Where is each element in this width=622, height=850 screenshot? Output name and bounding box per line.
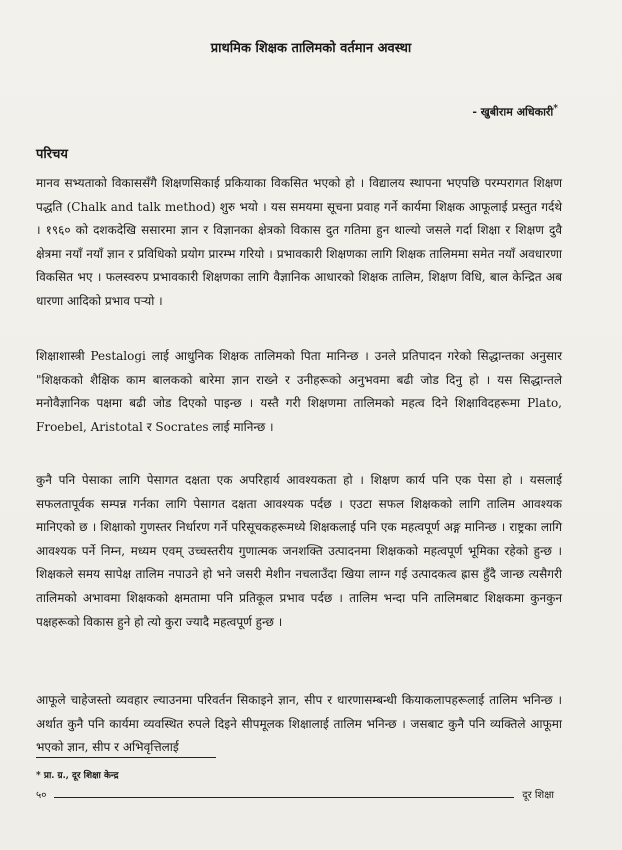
section-heading: परिचय — [36, 147, 68, 162]
paragraph-3: कुनै पनि पेसाका लागि पेसागत दक्षता एक अपरिहार्य आवश्यकता हो । शिक्षण कार्य पनि एक पेसा हो । यसलाई सफलतापूर्वक सम्पन्न गर्नका लागि पेसागत दक्षता आवश्यक पर्दछ । एउटा सफल शिक्षकको लागि तालिम आवश्यक मानिएको छ । शिक्षाको गुणस्तर निर्धारण गर्ने परिसूचकहरूमध्ये शिक्षकलाई पनि एक महत्वपूर्ण अङ्ग मानिन्छ । राष्ट्रका लागि आवश्यक पर्ने निम्न, मध्यम एवम् उच्चस्तरीय गुणात्मक जनशक्ति उत्पादनमा शिक्षकको महत्वपूर्ण भूमिका रहेको हुन्छ । शिक्षकले समय सापेक्ष तालिम नपाउने हो भने जसरी मेशीन नचलाउँदा खिया लाग्न गई उत्पादकत्व ह्रास हुँदै जान्छ त्यसैगरी तालिमको अभावमा शिक्षकको क्षमतामा पनि प्रतिकूल प्रभाव पर्दछ । तालिम भन्दा पनि तालिमबाट शिक्षकमा कुनकुन पक्षहरूको विकास हुने हो त्यो कुरा ज्यादै महत्वपूर्ण हुन्छ । — [36, 473, 562, 629]
footnote: * प्रा. ग्र., दूर शिक्षा केन्द्र — [36, 771, 119, 781]
author-footnote-mark: * — [553, 104, 558, 114]
author-name: - खुबीराम अधिकारी — [472, 105, 554, 119]
article-title: प्राथमिक शिक्षक तालिमको वर्तमान अवस्था — [210, 41, 412, 56]
footnote-divider — [36, 757, 216, 758]
paragraph-4: आफूले चाहेजस्तो व्यवहार ल्याउनमा परिवर्तन सिकाइने ज्ञान, सीप र धारणासम्बन्धी कियाकलापहरूलाई तालिम भनिन्छ । अर्थात कुनै पनि कार्यमा व्यवस्थित रुपले दिइने सीपमूलक शिक्षालाई तालिम भनिन्छ । जसबाट कुनै पनि व्यक्तिले आफूमा भएको ज्ञान, सीप र अभिवृत्तिलाई — [36, 693, 562, 755]
paragraph-2: शिक्षाशास्त्री Pestalogi लाई आधुनिक शिक्षक तालिमको पिता मानिन्छ । उनले प्रतिपादन गरेको सिद्धान्तका अनुसार "शिक्षकको शैक्षिक काम बालकको बारेमा ज्ञान राख्ने र उनीहरूको अनुभवमा बढी जोड दिनु हो । यस सिद्धान्तले मनोवैज्ञानिक पक्षमा बढी जोड दिएको पाइन्छ । यस्तै गरी शिक्षणमा तालिमको महत्व दिने शिक्षाविदहरूमा Plato, Froebel, Aristotal र Socrates लाई मानिन्छ । — [36, 349, 562, 434]
page-footer — [36, 787, 554, 801]
footer-rule — [54, 797, 514, 798]
page-number: ५० — [36, 790, 47, 801]
author-line — [472, 104, 558, 120]
paragraph-1: मानव सभ्यताको विकाससँगै शिक्षणसिकाई प्रकियाका विकसित भएको हो । विद्यालय स्थापना भएपछि परम्परागत शिक्षण पद्धति (Chalk and talk method) शुरु भयो । यस समयमा सूचना प्रवाह गर्ने कार्यमा शिक्षक आफूलाई प्रस्तुत गर्दथे । १९६० को दशकदेखि ससारमा ज्ञान र विज्ञानका क्षेत्रको विकास दुत गतिमा हुन थाल्यो जसले गर्दा शिक्षा र शिक्षण दुवै क्षेत्रमा नयाँ नयाँ ज्ञान र प्रविधिको प्रयोग प्रारम्भ गरियो । प्रभावकारी शिक्षणका लागि शिक्षक तालिममा समेत नयाँ अवधारणा विकसित भए । फलस्वरुप प्रभावकारी शिक्षणका लागि वैज्ञानिक आधारको शिक्षक तालिम, शिक्षण विधि, बाल केन्द्रित अब धारणा आदिको प्रभाव पर्‍यो । — [36, 176, 562, 308]
publication-name: दूर शिक्षा — [522, 790, 554, 801]
